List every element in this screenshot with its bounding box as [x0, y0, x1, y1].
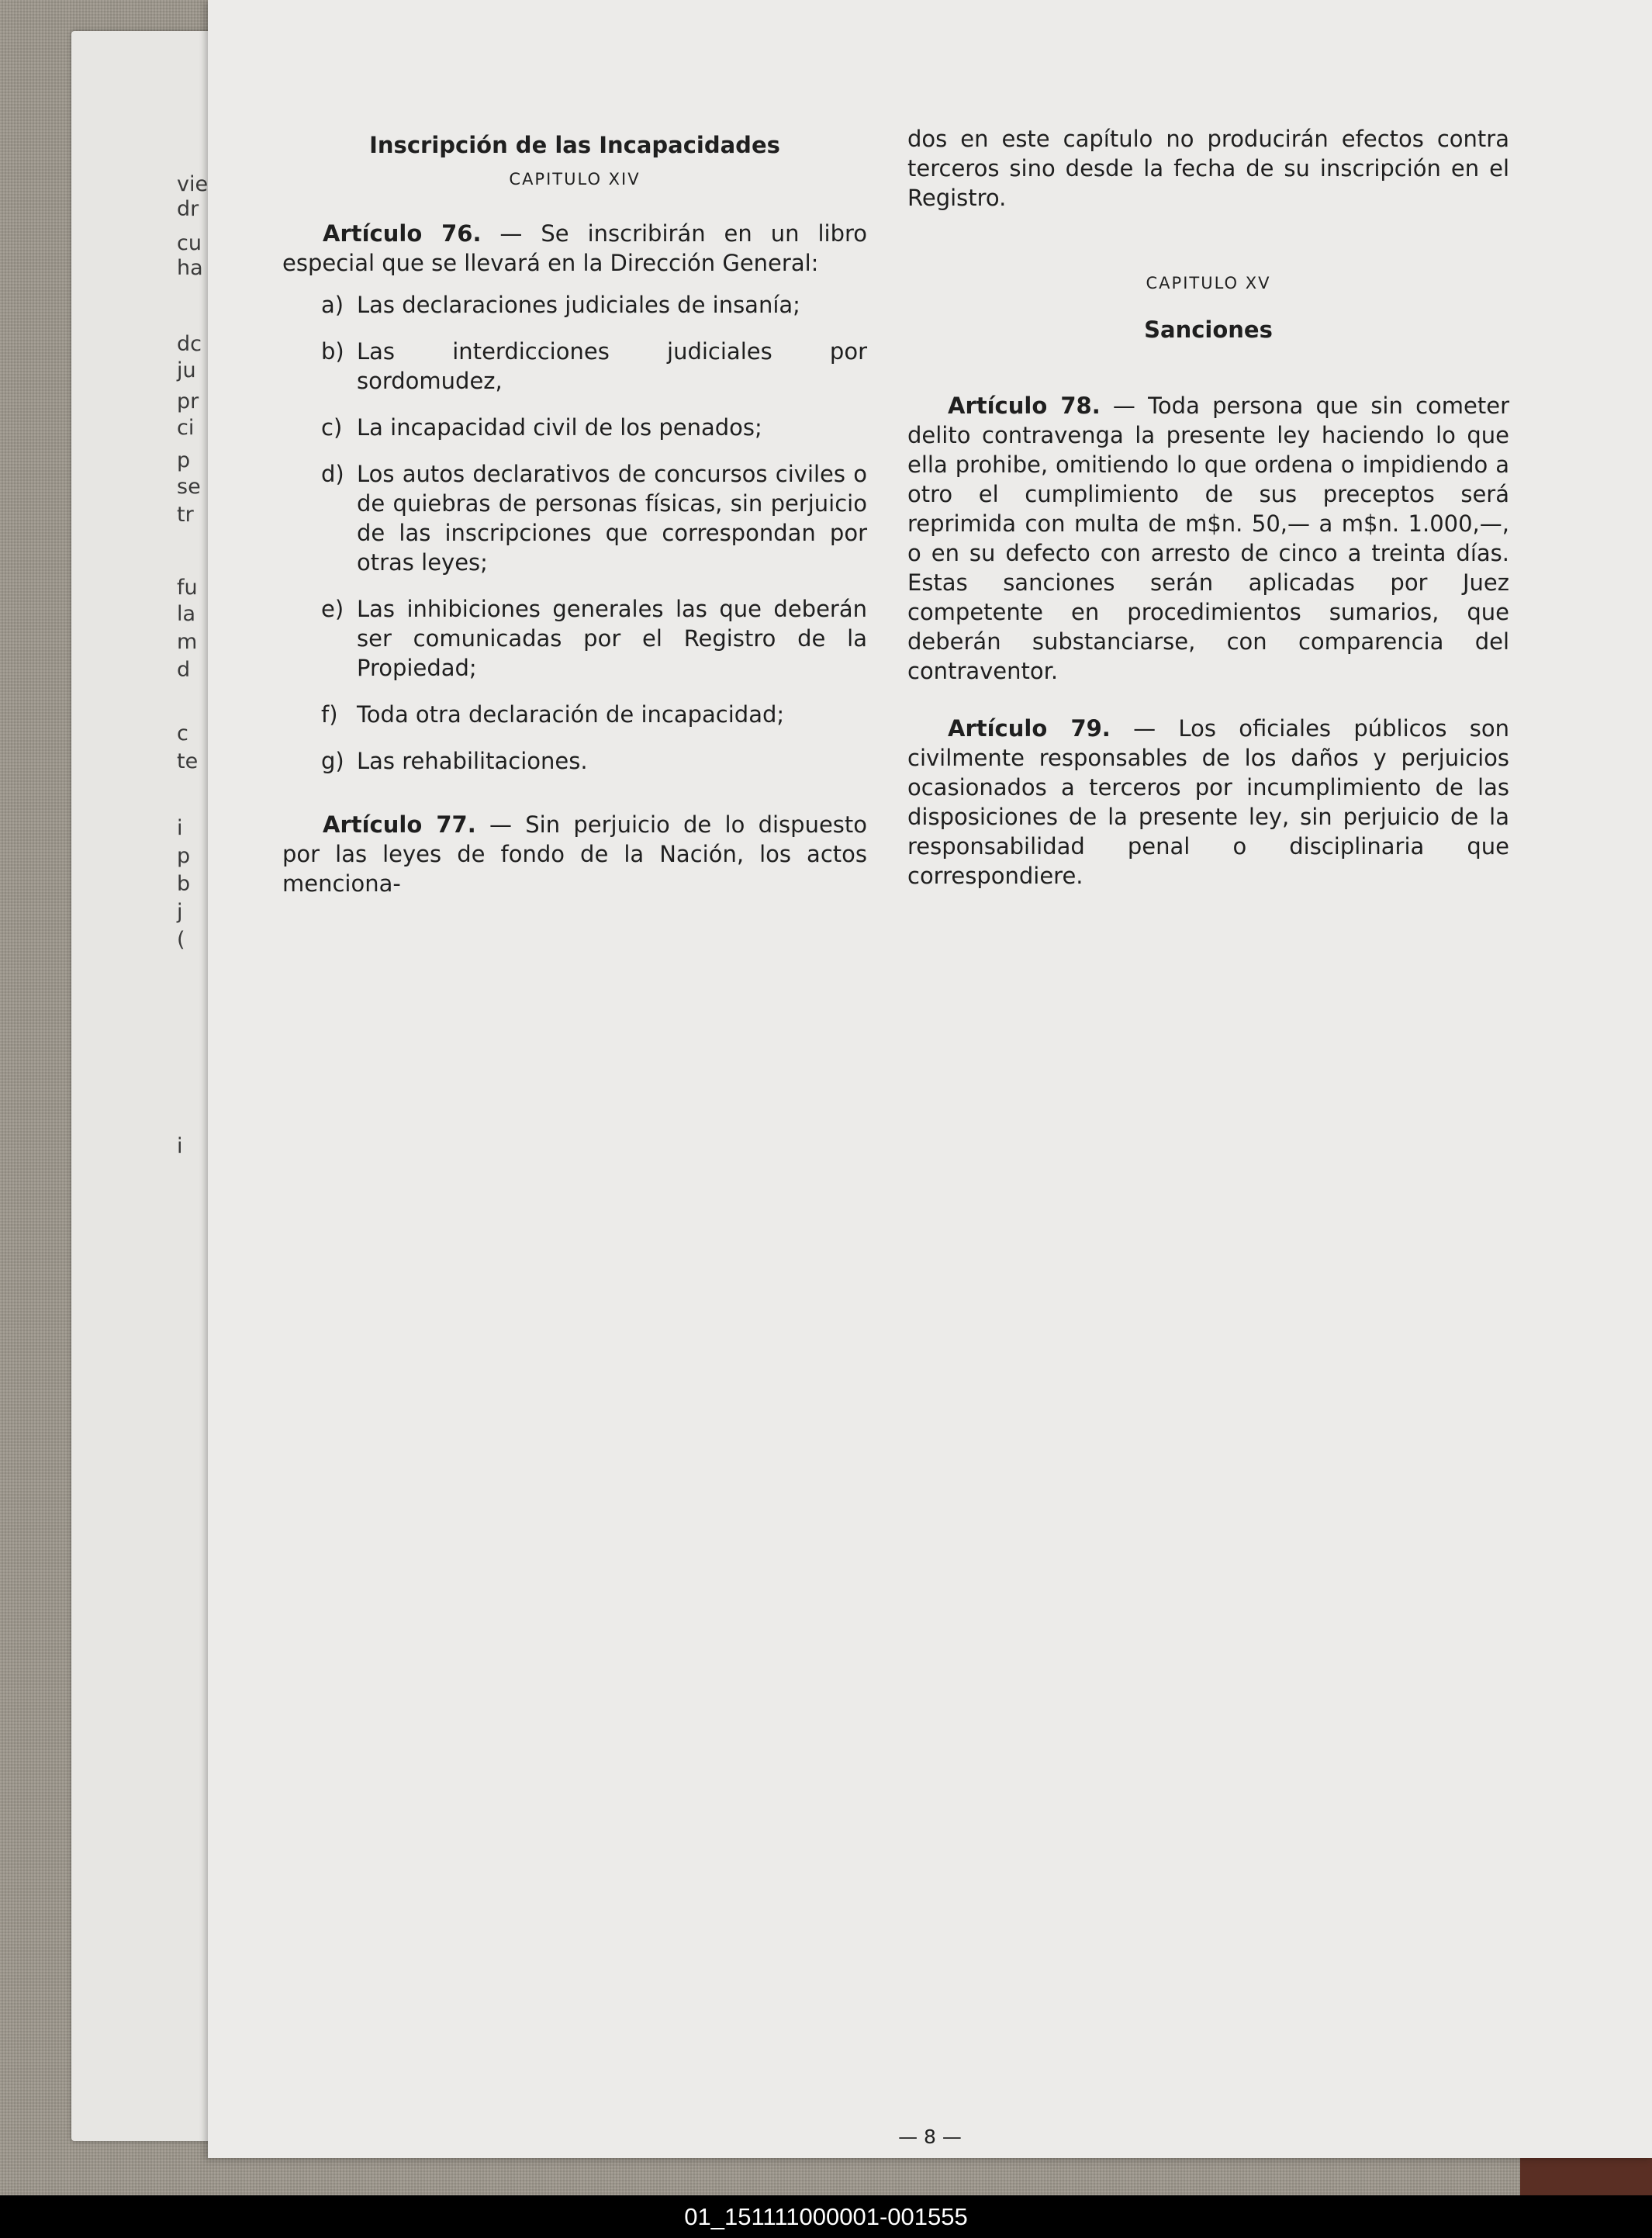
underlying-text-fragment: fu	[177, 576, 198, 600]
article-76-items	[282, 290, 867, 776]
article-76-item	[282, 459, 867, 577]
article-76-item	[282, 413, 867, 442]
item-text: Las declaraciones judiciales de insanía;	[357, 292, 800, 318]
left-column	[282, 130, 867, 898]
underlying-text-fragment: se	[177, 475, 201, 499]
article-79-lead: Artículo 79.	[948, 715, 1111, 742]
chapter-xv: CAPITULO XV	[1146, 274, 1271, 292]
article-78-lead: Artículo 78.	[948, 393, 1101, 419]
article-76-item	[282, 700, 867, 729]
article-76-item	[282, 746, 867, 776]
underlying-text-fragment: m	[177, 630, 198, 654]
article-76	[282, 219, 867, 278]
underlying-text-fragment: i	[177, 816, 183, 840]
underlying-text-fragment: d	[177, 658, 191, 682]
item-label: c)	[321, 414, 343, 441]
section-title-sanciones: Sanciones	[1144, 317, 1273, 343]
item-text: Las rehabilitaciones.	[357, 748, 588, 774]
article-78-text: — Toda persona que sin cometer delito contravenga la presente ley haciendo lo que ella prohibe, omitiendo lo que ordena o impidiendo a otro el cumplimiento de sus preceptos será reprimida con multa de m$n. 50,— a m$n. 1.000,—, o en su defecto con arresto de cinco a treinta días. Estas sanciones serán aplicadas por Juez competente en procedimientos sumarios, que deberán substanciarse, con comparencia del contraventor.	[907, 393, 1509, 684]
underlying-text-fragment: pr	[177, 389, 199, 413]
item-text: Las interdicciones judiciales por sordomudez,	[357, 338, 867, 394]
document-page	[208, 0, 1652, 2158]
item-text: Las inhibiciones generales las que deberán ser comunicadas por el Registro de la Propiedad;	[357, 596, 867, 681]
right-column	[907, 124, 1509, 891]
page-number: — 8 —	[898, 2126, 962, 2148]
article-76-lead: Artículo 76.	[323, 220, 482, 247]
underlying-text-fragment: ci	[177, 416, 195, 440]
underlying-text-fragment: ju	[177, 358, 196, 382]
article-78	[907, 391, 1509, 686]
underlying-text-fragment: la	[177, 602, 196, 626]
article-77-lead: Artículo 77.	[323, 811, 476, 838]
underlying-text-fragment: p	[177, 844, 191, 868]
underlying-text-fragment: i	[177, 1134, 183, 1158]
underlying-text-fragment: dc	[177, 332, 202, 356]
underlying-text-fragment: dr	[177, 197, 199, 221]
underlying-text-fragment: p	[177, 448, 191, 472]
underlying-text-fragment: tr	[177, 503, 194, 527]
article-77-continuation: dos en este capítulo no producirán efectos contra terceros sino desde la fecha de su inscripción en el Registro.	[907, 126, 1509, 211]
item-text: La incapacidad civil de los penados;	[357, 414, 762, 441]
article-76-item	[282, 290, 867, 320]
item-label: e)	[321, 596, 344, 622]
article-76-text: — Se inscribirán en un libro especial que se llevará en la Dirección General:	[282, 220, 868, 276]
item-label: f)	[321, 701, 338, 728]
underlying-text-fragment: vie	[177, 172, 209, 196]
underlying-text-fragment: j	[177, 900, 183, 924]
underlying-text-fragment: te	[177, 749, 199, 773]
underlying-text-fragment: b	[177, 872, 191, 896]
chapter-xiv: CAPITULO XIV	[509, 170, 641, 189]
article-76-item	[282, 594, 867, 683]
article-77-text: — Sin perjuicio de lo dispuesto por las leyes de fondo de la Nación, los actos menciona-	[282, 811, 868, 897]
item-text: Los autos declarativos de concursos civiles o de quiebras de personas físicas, sin perjuicio de las inscripciones que correspondan por otras leyes;	[357, 461, 867, 576]
article-76-item	[282, 337, 867, 396]
article-79	[907, 714, 1509, 891]
section-title-incapacidades: Inscripción de las Incapacidades	[369, 132, 780, 158]
underlying-text-fragment: c	[177, 721, 188, 745]
item-label: g)	[321, 748, 344, 774]
underlying-text-fragment: cu	[177, 231, 202, 255]
scan-id-bar: 01_151111000001-001555	[0, 2195, 1652, 2238]
underlying-text-fragment: ha	[177, 256, 203, 280]
article-79-text: — Los oficiales públicos son civilmente responsables de los daños y perjuicios ocasionados a terceros por incumplimiento de las disposiciones de la presente ley, sin perjuicio de la responsabilidad penal o disciplinaria que correspondiere.	[907, 715, 1509, 889]
article-77	[282, 810, 867, 898]
item-label: a)	[321, 292, 344, 318]
item-label: b)	[321, 338, 344, 365]
underlying-text-fragment: (	[177, 928, 185, 952]
item-label: d)	[321, 461, 344, 487]
item-text: Toda otra declaración de incapacidad;	[357, 701, 785, 728]
